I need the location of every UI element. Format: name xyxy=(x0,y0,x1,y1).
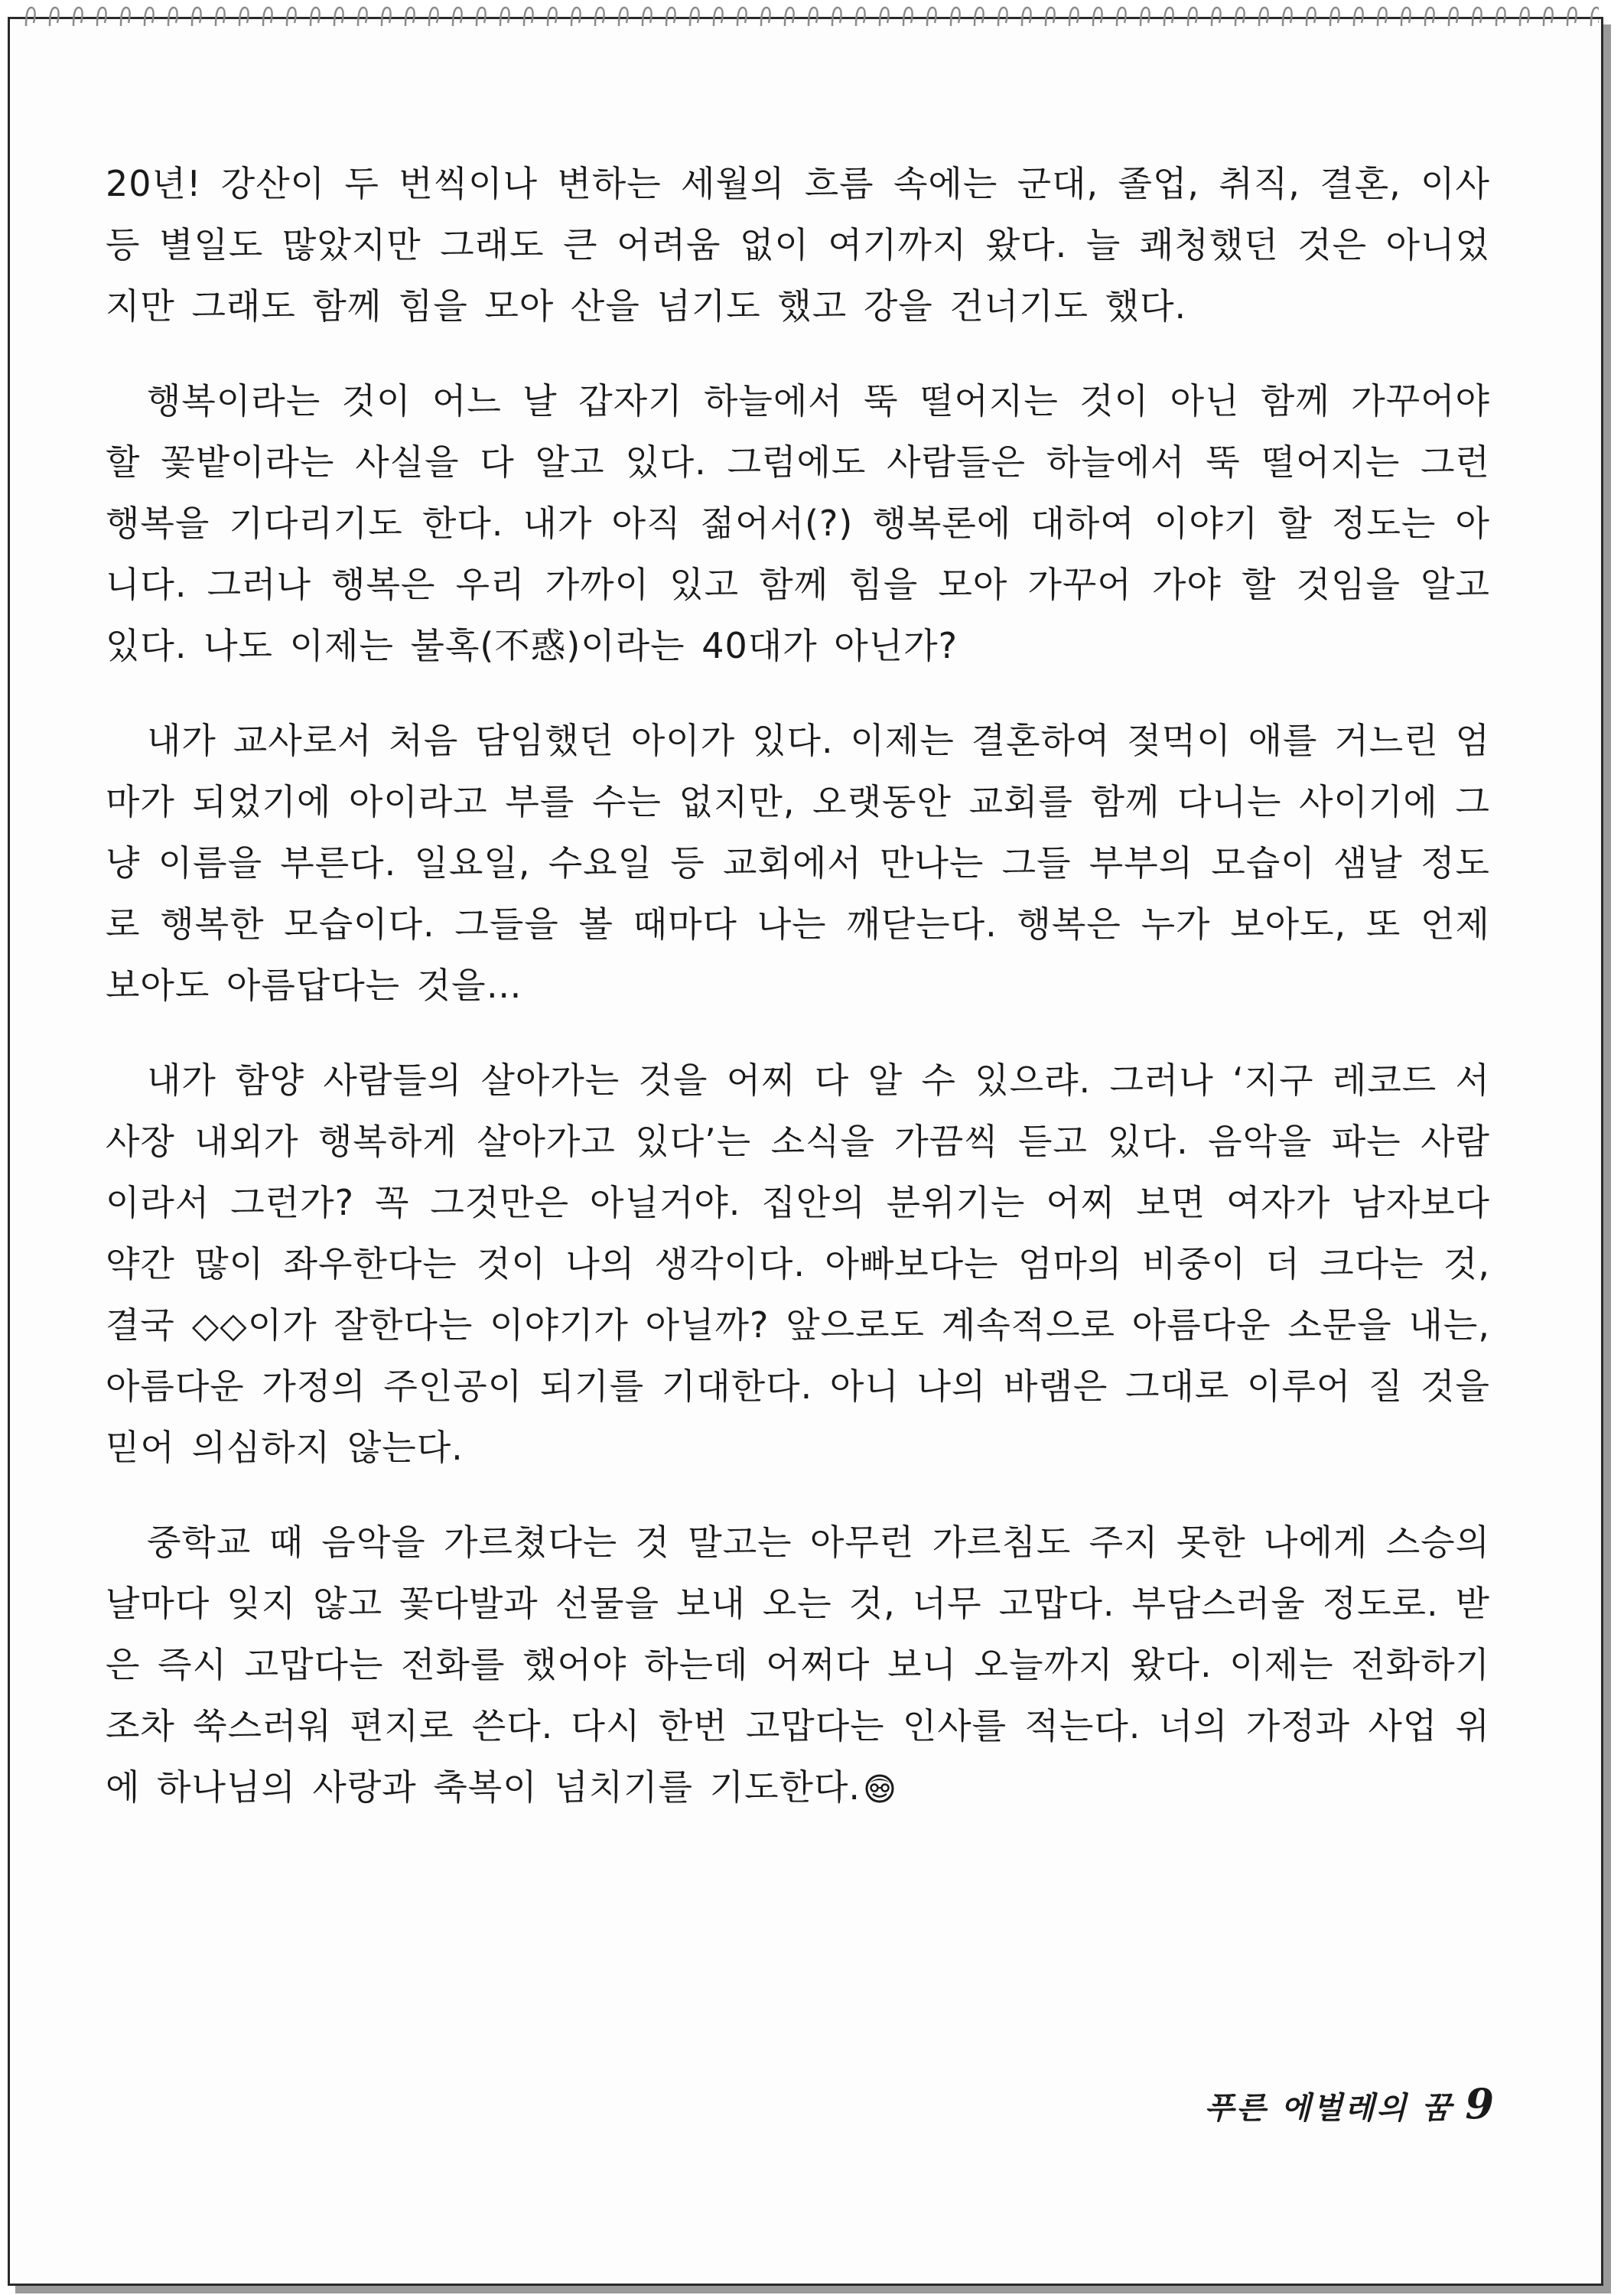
spiral-ring xyxy=(1401,8,1411,26)
spiral-ring xyxy=(880,8,889,26)
spiral-ring xyxy=(73,8,83,26)
spiral-ring xyxy=(761,8,770,26)
paragraph-5-text: 중학교 때 음악을 가르쳤다는 것 말고는 아무런 가르침도 주지 못한 나에게 스승의 날마다 잊지 않고 꽃다발과 선물을 보내 오는 것, 너무 고맙다. 부담스러울 정도로. 받은 즉시 고맙다는 전화를 했어야 하는데 어쩌다 보니 오늘까지 왔다. 이제는 전화하기조차 쑥스러워 편지로 쓴다. 다시 한번 고맙다는 인사를 적는다. 너의 가정과 사업 위에 하나님의 사랑과 축복이 넘치기를 기도한다. xyxy=(106,1522,1490,1808)
spiral-ring xyxy=(405,8,415,26)
paragraph-3: 내가 교사로서 처음 담임했던 아이가 있다. 이제는 결혼하여 젖먹이 애를 거느린 엄마가 되었기에 아이라고 부를 수는 없지만, 오랫동안 교회를 함께 다니는 사이기에 그냥 이름을 부른다. 일요일, 수요일 등 교회에서 만나는 그들 부부의 모습이 샘날 정도로 행복한 모습이다. 그들을 볼 때마다 나는 깨닫는다. 행복은 누가 보아도, 또 언제 보아도 아름답다는 것을… xyxy=(106,720,1490,1006)
article-body xyxy=(106,153,1490,1851)
spiral-ring xyxy=(1520,8,1529,26)
spiral-ring xyxy=(1235,8,1245,26)
paragraph-2: 행복이라는 것이 어느 날 갑자기 하늘에서 뚝 떨어지는 것이 아닌 함께 가꾸어야 할 꽃밭이라는 사실을 다 알고 있다. 그럼에도 사람들은 하늘에서 뚝 떨어지는 그런 행복을 기다리기도 한다. 내가 아직 젊어서(?) 행복론에 대하여 이야기 할 정도는 아니다. 그러나 행복은 우리 가까이 있고 함께 힘을 모아 가꾸어 가야 할 것임을 알고 있다. 나도 이제는 불혹(不惑)이라는 40대가 아닌가? xyxy=(106,380,1490,666)
page-number: 9 xyxy=(1465,2079,1494,2128)
spiral-ring xyxy=(1473,8,1482,26)
spiral-ring xyxy=(595,8,604,26)
spiral-ring xyxy=(785,8,794,26)
spiral-ring xyxy=(666,8,675,26)
spiral-ring xyxy=(524,8,533,26)
spiral-ring xyxy=(690,8,699,26)
spiral-ring xyxy=(1069,8,1079,26)
paragraph-1: 20년! 강산이 두 번씩이나 변하는 세월의 흐름 속에는 군대, 졸업, 취직, 결혼, 이사 등 별일도 많았지만 그래도 큰 어려움 없이 여기까지 왔다. 늘 쾌청했던 것은 아니었지만 그래도 함께 힘을 모아 산을 넘기도 했고 강을 건너기도 했다. xyxy=(106,163,1490,327)
spiral-ring xyxy=(1117,8,1126,26)
spiral-ring xyxy=(975,8,984,26)
spiral-ring xyxy=(1022,8,1031,26)
spiral-ring xyxy=(477,8,486,26)
spiral-ring xyxy=(192,8,201,26)
spiral-ring xyxy=(1496,8,1505,26)
spiral-ring xyxy=(311,8,320,26)
spiral-ring xyxy=(737,8,747,26)
spiral-ring xyxy=(1283,8,1292,26)
spiral-ring xyxy=(334,8,343,26)
spiral-ring xyxy=(1354,8,1363,26)
spiral-ring xyxy=(571,8,581,26)
spiral-ring xyxy=(643,8,652,26)
spiral-ring xyxy=(287,8,296,26)
spiral-ring xyxy=(1307,8,1316,26)
paragraph-5 xyxy=(106,1512,1490,1818)
spiral-ring xyxy=(358,8,367,26)
spiral-ring xyxy=(1544,8,1553,26)
spiral-binding xyxy=(23,3,1599,29)
spiral-ring xyxy=(1425,8,1434,26)
spiral-ring xyxy=(903,8,913,26)
spiral-ring xyxy=(1378,8,1387,26)
paragraph-4: 내가 함양 사람들의 살아가는 것을 어찌 다 알 수 있으랴. 그러나 ‘지구 레코드 서사장 내외가 행복하게 살아가고 있다’는 소식을 가끔씩 듣고 있다. 음악을 파는 사람이라서 그런가? 꼭 그것만은 아닐거야. 집안의 분위기는 어찌 보면 여자가 남자보다 약간 많이 좌우한다는 것이 나의 생각이다. 아빠보다는 엄마의 비중이 더 크다는 것, 결국 ◇◇이가 잘한다는 이야기가 아닐까? 앞으로도 계속적으로 아름다운 소문을 내는, 아름다운 가정의 주인공이 되기를 기대한다. 아니 나의 바램은 그대로 이루어 질 것을 믿어 의심하지 않는다. xyxy=(106,1060,1490,1468)
spiral-ring xyxy=(168,8,177,26)
spiral-ring xyxy=(548,8,557,26)
spiral-ring xyxy=(1093,8,1102,26)
spiral-ring xyxy=(121,8,130,26)
spiral-ring xyxy=(1259,8,1268,26)
spiral-ring xyxy=(1164,8,1173,26)
footer xyxy=(1205,2079,1495,2128)
spiral-ring xyxy=(453,8,462,26)
spiral-ring xyxy=(263,8,272,26)
spiral-ring xyxy=(50,8,59,26)
spiral-ring xyxy=(1567,8,1577,26)
smiling-face-icon xyxy=(864,1773,896,1804)
spiral-ring xyxy=(714,8,723,26)
spiral-ring xyxy=(998,8,1007,26)
spiral-ring xyxy=(1330,8,1339,26)
spiral-ring xyxy=(1449,8,1458,26)
spiral-ring xyxy=(951,8,960,26)
spiral-ring xyxy=(927,8,936,26)
spiral-ring xyxy=(500,8,509,26)
spiral-ring xyxy=(239,8,249,26)
spiral-ring xyxy=(809,8,818,26)
spiral-ring xyxy=(382,8,391,26)
footer-title: 푸른 에벌레의 꿈 xyxy=(1204,2090,1453,2126)
spiral-ring xyxy=(429,8,438,26)
spiral-ring xyxy=(1188,8,1197,26)
spiral-ring xyxy=(832,8,841,26)
spiral-ring xyxy=(1591,8,1599,26)
spiral-ring xyxy=(1212,8,1221,26)
spiral-ring xyxy=(216,8,225,26)
spiral-ring xyxy=(145,8,154,26)
spiral-ring xyxy=(856,8,865,26)
spiral-ring xyxy=(1141,8,1150,26)
spiral-ring xyxy=(619,8,628,26)
spiral-ring xyxy=(97,8,106,26)
spiral-ring xyxy=(26,8,35,26)
spiral-ring xyxy=(1046,8,1055,26)
